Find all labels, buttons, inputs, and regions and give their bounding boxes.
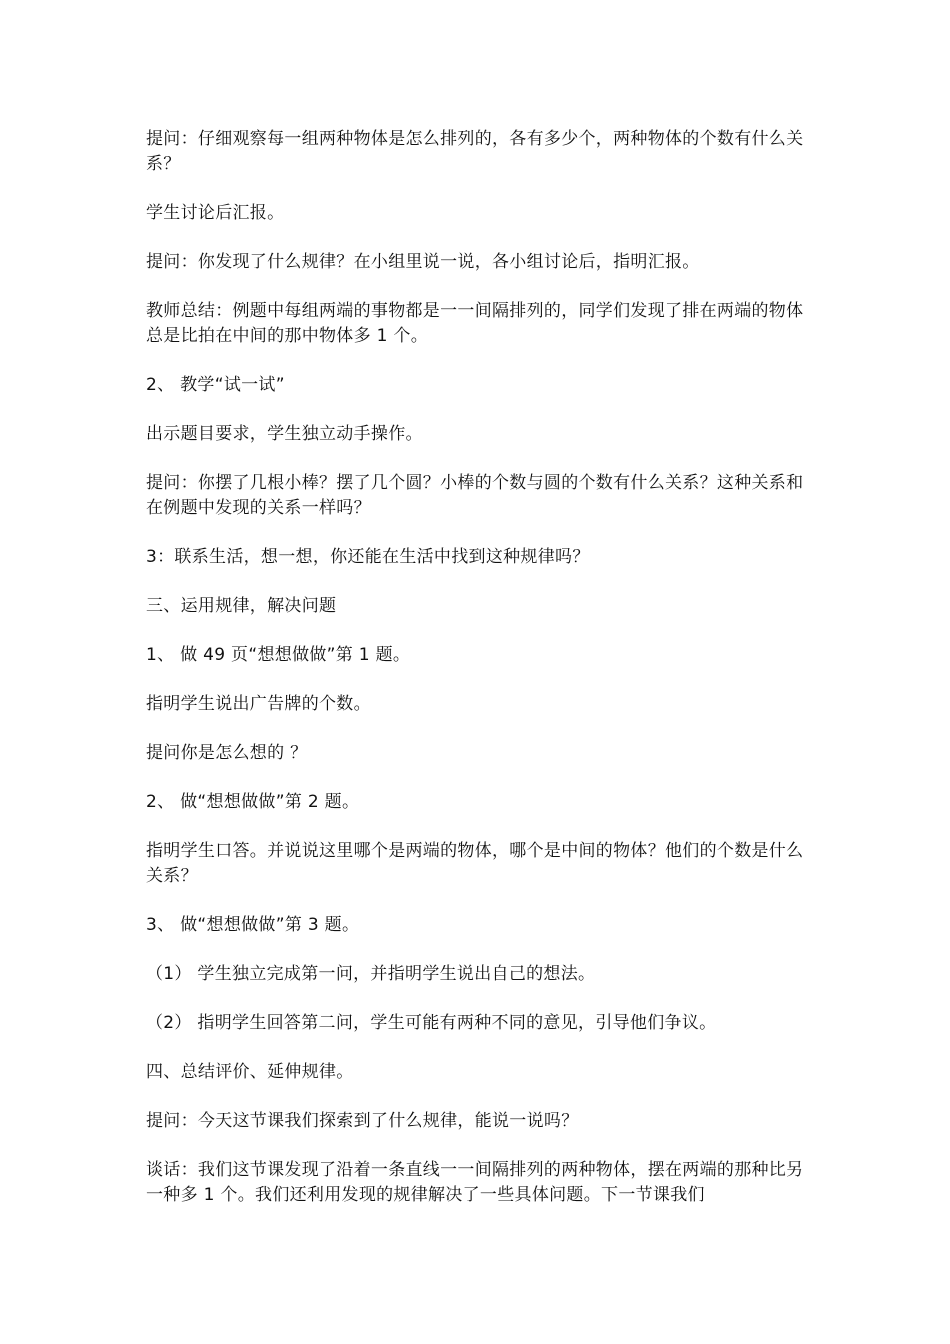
paragraph-sub-1: （1） 学生独立完成第一问，并指明学生说出自己的想法。 xyxy=(146,964,596,984)
paragraph-sub-2: （2） 指明学生回答第二问，学生可能有两种不同的意见，引导他们争议。 xyxy=(146,1013,717,1033)
paragraph-exercise-3: 3、 做“想想做做”第 3 题。 xyxy=(146,915,360,935)
paragraph-question-rule: 提问：你发现了什么规律？在小组里说一说，各小组讨论后，指明汇报。 xyxy=(146,252,700,272)
paragraph-billboard-count: 指明学生说出广告牌的个数。 xyxy=(146,694,371,714)
paragraph-question-sticks: 提问：你摆了几根小棒？摆了几个圆？小棒的个数与圆的个数有什么关系？这种关系和在例题中发现的关系一样吗？ xyxy=(146,473,804,518)
paragraph-oral-answer: 指明学生口答。并说说这里哪个是两端的物体，哪个是中间的物体？他们的个数是什么关系？ xyxy=(146,841,804,886)
paragraph-section-try: 2、 教学“试一试” xyxy=(146,375,285,395)
paragraph-closing-talk: 谈话：我们这节课发现了沿着一条直线一一间隔排列的两种物体，摆在两端的那种比另一种多 1 个。我们还利用发现的规律解决了一些具体问题。下一节课我们 xyxy=(146,1160,804,1205)
paragraph-exercise-1: 1、 做 49 页“想想做做”第 1 题。 xyxy=(146,645,411,665)
paragraph-heading-summary: 四、总结评价、延伸规律。 xyxy=(146,1062,354,1082)
paragraph-question-arrangement: 提问：仔细观察每一组两种物体是怎么排列的，各有多少个，两种物体的个数有什么关系？ xyxy=(146,129,804,174)
paragraph-connect-life: 3：联系生活，想一想，你还能在生活中找到这种规律吗？ xyxy=(146,547,590,567)
paragraph-question-today: 提问：今天这节课我们探索到了什么规律，能说一说吗？ xyxy=(146,1111,579,1131)
document-page xyxy=(146,127,814,1208)
paragraph-how-think: 提问你是怎么想的 ？ xyxy=(146,743,308,763)
paragraph-student-report: 学生讨论后汇报。 xyxy=(146,203,285,223)
paragraph-teacher-summary: 教师总结：例题中每组两端的事物都是一一间隔排列的，同学们发现了排在两端的物体总是比拍在中间的那中物体多 1 个。 xyxy=(146,301,804,346)
paragraph-heading-apply: 三、运用规律，解决问题 xyxy=(146,596,337,616)
paragraph-exercise-2: 2、 做“想想做做”第 2 题。 xyxy=(146,792,360,812)
paragraph-show-task: 出示题目要求，学生独立动手操作。 xyxy=(146,424,423,444)
